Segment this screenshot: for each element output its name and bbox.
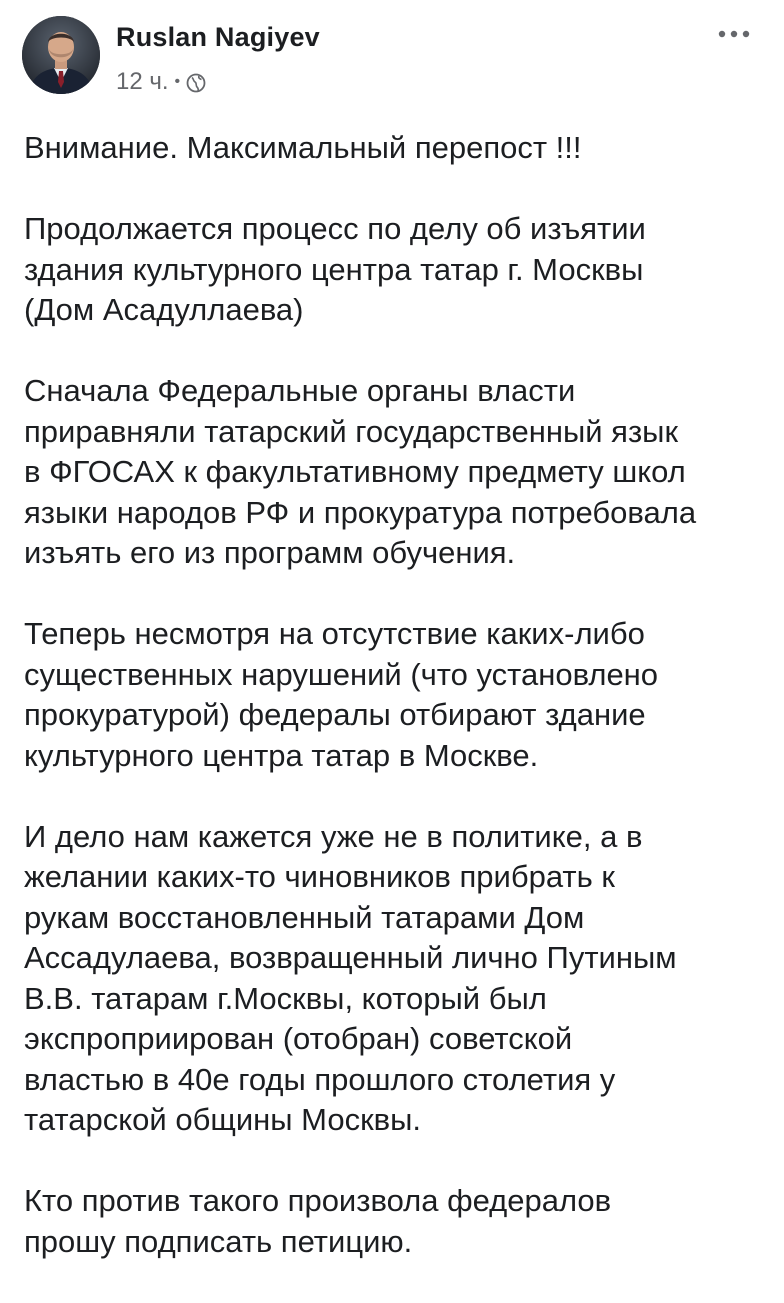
post-paragraph: Сначала Федеральные органы власти приравняли татарский государственный язык в ФГОСАХ к факультативному предмету школ языки народов РФ и прокуратура потребовала изъять его из программ обучения. [24,373,697,570]
post-paragraph: Теперь несмотря на отсутствие каких-либо существенных нарушений (что установлено прокуратурой) федералы отбирают здание культурного центра татар в Москве. [24,616,659,773]
globe-icon[interactable] [186,72,206,92]
post-paragraph: И дело нам кажется уже не в политике, а в желании каких-то чиновников прибрать к рукам восстановленный татарами Дом Ассадулаева, возвращенный лично Путиным В.В. татарам г.Москвы, который был экспроприирован (отобран) советской властью в 40е годы прошлого столетия у татарской общины Москвы. [24,818,677,1137]
more-horizontal-icon [716,29,752,39]
meta-separator: • [174,73,181,90]
post-body [24,128,754,1303]
post-paragraph: Кто против такого произвола федералов прошу подписать петицию. [24,1183,612,1259]
post-paragraph: Продолжается процесс по делу об изъятии здания культурного центра татар г. Москвы (Дом Асадуллаева) [24,211,646,327]
post-paragraph: Внимание. Максимальный перепост !!! [24,130,582,165]
post-header [22,16,762,100]
post-meta [116,68,206,96]
more-options-button[interactable] [712,22,756,46]
avatar[interactable] [22,16,100,94]
avatar-photo [22,16,100,94]
post-timestamp[interactable]: 12 ч. [116,68,169,95]
author-name[interactable]: Ruslan Nagiyev [116,22,320,52]
